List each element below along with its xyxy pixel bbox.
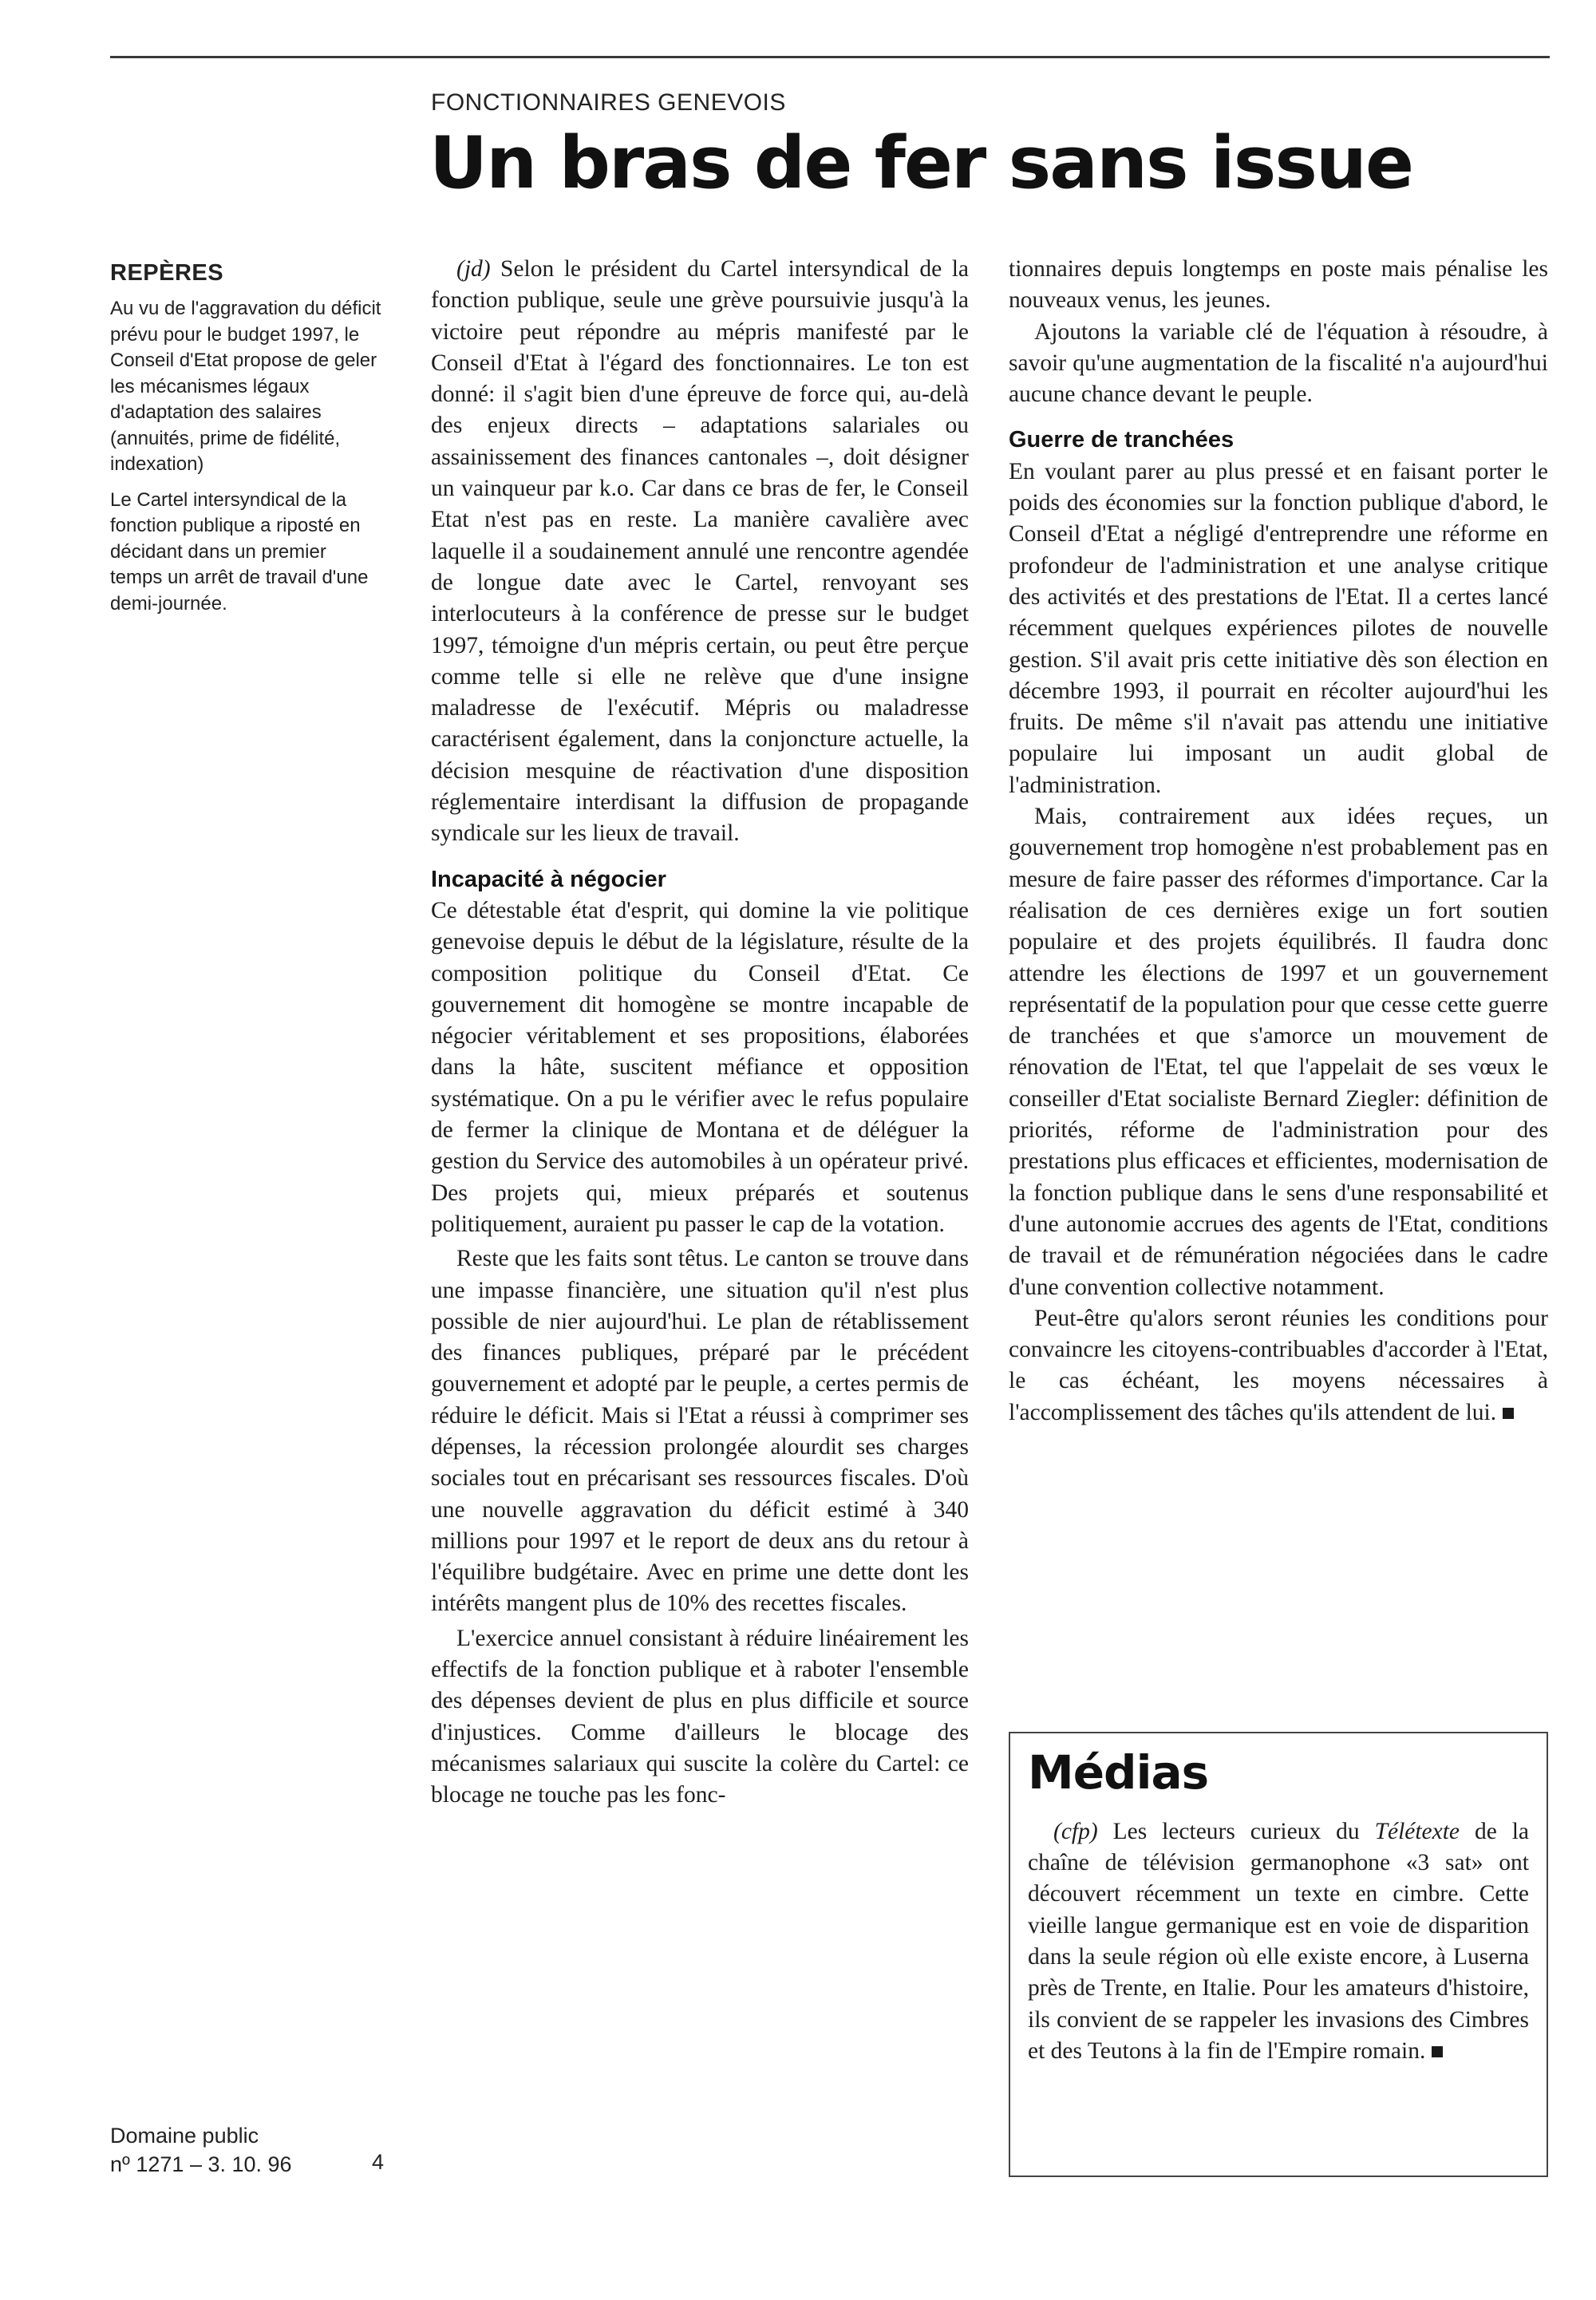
body-paragraph: Ce détestable état d'esprit, qui domine la vie politique genevoise depuis le début de la législature, résulte de la composition politique du Conseil d'Etat. Ce gouvernement dit homogène se montre incapable de négocier véritablement et ses propositions, élaborées dans la hâte, suscitent méfiance et opposition systématique. On a pu le vérifier avec le refus populaire de fermer la clinique de Montana et de déléguer la gestion du Service des automobiles à un opérateur privé. Des projets qui, mieux préparés et soutenus politiquement, auraient pu passer le cap de la votation. bbox=[431, 897, 969, 1237]
reperes-sidebar bbox=[110, 260, 383, 626]
medias-box bbox=[1009, 1732, 1548, 2177]
medias-text-b: de la chaîne de télévision germanophone «3 sat» ont découvert récemment un texte en cimbre. Cette vieille langue germanique est en voie de disparition dans la seule région où elle existe encore, à Luserna près de Trente, en Italie. Pour les amateurs d'histoire, ils convient de se rappeler les invasions des Cimbres et des Teutons à la fin de l'Empire romain. bbox=[1028, 1818, 1529, 2064]
publication-footer bbox=[110, 2121, 292, 2179]
issue-info: nº 1271 – 3. 10. 96 bbox=[110, 2152, 292, 2176]
section-heading-guerre: Guerre de tranchées bbox=[1009, 427, 1235, 453]
medias-text-a: Les lecteurs curieux du bbox=[1097, 1818, 1375, 1844]
publication-name: Domaine public bbox=[110, 2124, 259, 2148]
sidebar-paragraph: Le Cartel intersyndical de la fonction publique a riposté en décidant dans un premier temps un arrêt de travail d'une demi-journée. bbox=[110, 488, 369, 615]
body-paragraph: L'exercice annuel consistant à réduire linéairement les effectifs de la fonction publique et à raboter l'ensemble des dépenses devient de plus en plus difficile et source d'injustices. Comme d'ailleurs le blocage des mécanismes salariaux qui suscite la colère du Cartel: ce blocage ne touche pas les fonc- bbox=[431, 1625, 969, 1808]
article-headline: Un bras de fer sans issue bbox=[429, 121, 1413, 205]
closing-text: Peut-être qu'alors seront réunies les conditions pour convaincre les citoyens-contribuables d'accorder à l'Etat, le cas échéant, les moyens nécessaires à l'accomplissement des tâches qu'ils attendent de lui. bbox=[1009, 1305, 1548, 1425]
body-paragraph: En voulant parer au plus pressé et en faisant porter le poids des économies sur la fonction publique d'abord, le Conseil d'Etat a négligé d'entreprendre une réforme en profondeur de l'administration et une analyse critique des activités et des prestations de l'Etat. Il a certes lancé récemment quelques expériences pilotes de nouvelle gestion. S'il avait pris cette initiative dès son élection en décembre 1993, il pourrait en récolter aujourd'hui les fruits. De même s'il n'avait pas attendu une initiative populaire lui imposant un audit global de l'administration. bbox=[1009, 458, 1548, 798]
end-mark-icon bbox=[1432, 2046, 1443, 2057]
closing-paragraph bbox=[1009, 1303, 1548, 1429]
body-paragraph: Reste que les faits sont têtus. Le canton se trouve dans une impasse financière, une situation qu'il n'est plus possible de nier aujourd'hui. Le plan de rétablissement des finances publiques, préparé par le précédent gouvernement et adopté par le peuple, a certes permis de réduire le déficit. Mais si l'Etat a réussi à comprimer ses dépenses, la récession prolongée alourdit ses charges sociales tout en précarisant ses ressources fiscales. D'où une nouvelle aggravation du déficit estimé à 340 millions pour 1997 et le report de deux ans du retour à l'équilibre budgétaire. Avec en prime une dette dont les intérêts mangent plus de 10% des recettes fiscales. bbox=[431, 1246, 969, 1617]
medias-author: (cfp) bbox=[1053, 1818, 1098, 1844]
page-number: 4 bbox=[372, 2150, 385, 2174]
medias-paragraph bbox=[1028, 1816, 1529, 2067]
article-kicker: FONCTIONNAIRES GENEVOIS bbox=[431, 89, 786, 116]
article-column-1 bbox=[431, 254, 969, 1812]
sidebar-heading: REPÈRES bbox=[110, 260, 224, 286]
intro-paragraph bbox=[431, 254, 969, 850]
medias-title: Médias bbox=[1028, 1745, 1209, 1800]
top-rule bbox=[110, 56, 1550, 58]
section-heading-incapacite: Incapacité à négocier bbox=[431, 866, 666, 892]
article-column-2 bbox=[1009, 254, 1548, 1429]
intro-text: Selon le président du Cartel intersyndical de la fonction publique, seule une grève poursuivie jusqu'à la victoire peut répondre au mépris manifesté par le Conseil d'Etat à l'égard des fonctionnaires. Le ton est donné: il s'agit bien d'une épreuve de force qui, au-delà des enjeux directs – adaptations salariales ou assainissement des finances cantonales –, doit désigner un vainqueur par k.o. Car dans ce bras de fer, le Conseil Etat n'est pas en reste. La manière cavalière avec laquelle il a soudainement annulé une rencontre agendée de longue date avec le Cartel, renvoyant ses interlocuteurs à la conférence de presse sur le budget 1997, témoigne d'un mépris certain, ou peut être perçue comme telle si elle ne relève que d'une insigne maladresse de l'exécutif. Mépris ou maladresse caractérisent également, dans la conjoncture actuelle, la décision mesquine de réactivation d'une disposition réglementaire interdisant la diffusion de propagande syndicale sur les lieux de travail. bbox=[431, 256, 969, 847]
body-paragraph-continued: tionnaires depuis longtemps en poste mais pénalise les nouveaux venus, les jeunes. bbox=[1009, 256, 1548, 314]
sidebar-paragraph: Au vu de l'aggravation du déficit prévu pour le budget 1997, le Conseil d'Etat propose de geler les mécanismes légaux d'adaptation des salaires (annuités, prime de fidélité, indexation) bbox=[110, 298, 381, 475]
body-paragraph: Mais, contrairement aux idées reçues, un gouvernement trop homogène n'est probablement pas en mesure de faire passer des réformes d'importance. Car la réalisation de ces dernières exige un fort soutien populaire et des projets équilibrés. Il faudra donc attendre les élections de 1997 et un gouvernement représentatif de la population pour que cesse cette guerre de tranchées et que s'amorce un mouvement de rénovation de l'Etat, tel que l'appelait de ses vœux le conseiller d'Etat socialiste Bernard Ziegler: définition de priorités, réforme de l'administration pour des prestations plus efficaces et efficientes, modernisation de la fonction publique dans le sens d'une responsabilité et d'une autonomie accrues des agents de l'Etat, conditions de travail et de rémunération négociées dans le cadre d'une convention collective notamment. bbox=[1009, 804, 1548, 1300]
medias-teletexte: Télétexte bbox=[1374, 1818, 1460, 1844]
body-paragraph: Ajoutons la variable clé de l'équation à résoudre, à savoir qu'une augmentation de la fiscalité n'a aujourd'hui aucune chance devant le peuple. bbox=[1009, 318, 1548, 408]
author-initials: (jd) bbox=[456, 256, 491, 282]
end-mark-icon bbox=[1503, 1408, 1514, 1419]
